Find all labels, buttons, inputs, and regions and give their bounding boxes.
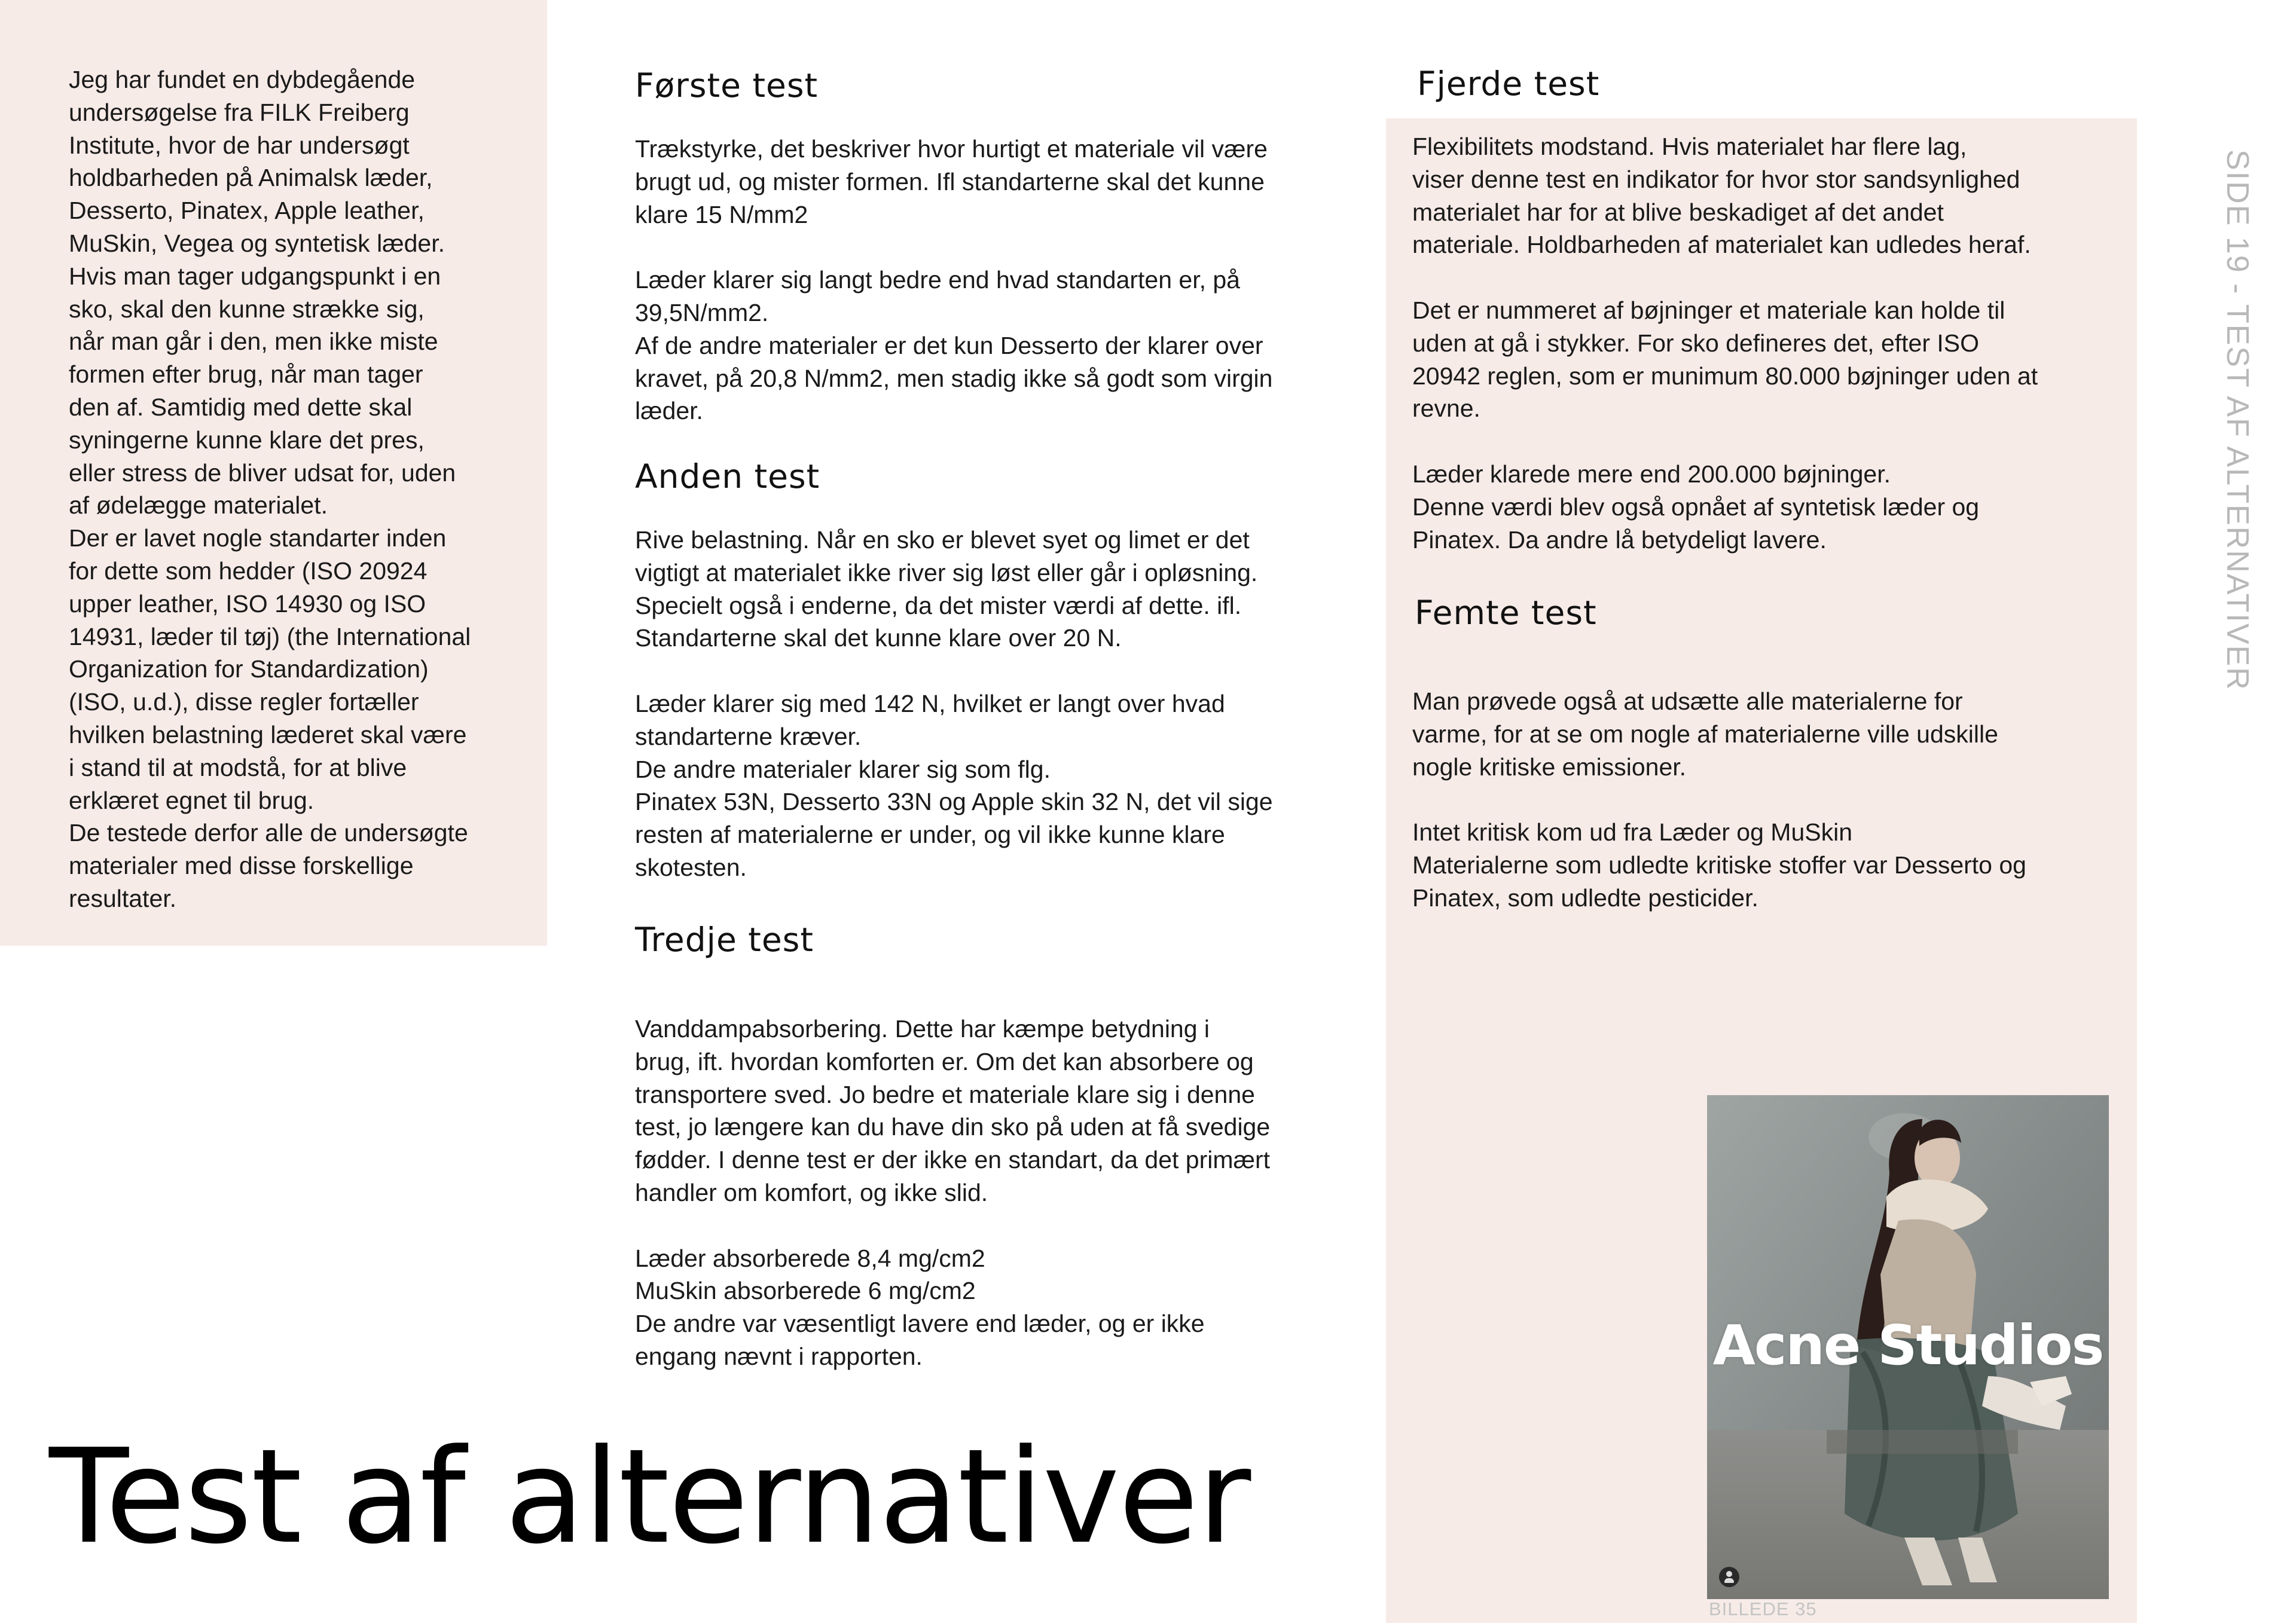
fifth-test-heading: Femte test [1415,594,1597,632]
side-page-label: SIDE 19 - TEST AF ALTERNATIVER [2220,149,2255,691]
second-test-heading: Anden test [635,457,820,496]
image-caption: BILLEDE 35 [1709,1598,1817,1619]
fourth-test-heading: Fjerde test [1417,65,1600,103]
brand-logo-text: Acne Studios [1712,1313,2103,1377]
page-title: Test af alternativer [49,1422,1250,1573]
fifth-test-text: Man prøvede også at udsætte alle materialerne for varme, for at se om nogle af materialerne ville udskille nogle kritiske emissioner. Intet kritisk kom ud fra Læder og MuSkin Materialerne som udledte kritiske stoffer var Desserto og Pinatex, som udledte pesticider. [1412,687,2026,912]
third-test-text: Vanddampabsorbering. Dette har kæmpe betydning i brug, ift. hvordan komforten er. Om det kan absorbere og transportere sved. Jo bedre et materiale klare sig i denne test, jo længere kan du have din sko på uden at få svedige fødder. I denne test er der ikke en standart, da det primært handler om komfort, og ikke slid. Læder absorberede 8,4 mg/cm2 MuSkin absorberede 6 mg/cm2 De andre var væsentligt lavere end læder, og er ikke engang nævnt i rapporten. [635,1015,1271,1370]
acne-studios-ad-image [1707,1095,2109,1599]
first-test-text: Trækstyrke, det beskriver hvor hurtigt et materiale vil være brugt ud, og mister formen. Ifl standarterne skal det kunne klare 15 N/mm2 Læder klarer sig langt bedre end hvad standarten er, på 39,5N/mm2. Af de andre materialer er det kun Desserto der klarer over kravet, på 20,8 N/mm2, men stadig ikke så godt som virgin læder. [635,135,1273,425]
third-test-heading: Tredje test [635,921,814,959]
second-test-text: Rive belastning. Når en sko er blevet syet og limet er det vigtigt at materialet ikke river sig løst eller går i opløsning. Specielt også i enderne, da det mister værdi af dette. ifl. Standarterne skal det kunne klare over 20 N. Læder klarer sig med 142 N, hvilket er langt over hvad standarterne kræver. De andre materialer klarer sig som flg. Pinatex 53N, Desserto 33N og Apple skin 32 N, det vil sige resten af materialerne er under, og vil ikke kunne klare skotesten. [635,526,1273,881]
intro-text: Jeg har fundet en dybdegående undersøgelse fra FILK Freiberg Institute, hvor de har undersøgt holdbarheden på Animalsk læder, Desserto, Pinatex, Apple leather, MuSkin, Vegea og syntetisk læder. Hvis man tager udgangspunkt i en sko, skal den kunne strække sig, når man går i den, men ikke miste formen efter brug, når man tager den af. Samtidig med dette skal syningerne kunne klare det pres, eller stress de bliver udsat for, uden af ødelægge materialet. Der er lavet nogle standarter inden for dette som hedder (ISO 20924 upper leather, ISO 14930 og ISO 14931, læder til tøj) (the International Organization for Standardization) (ISO, u.d.), disse regler fortæller hvilken belastning læderet skal være i stand til at modstå, for at blive erklæret egnet til brug. De testede derfor alle de undersøgte materialer med disse forskellige resultater. [69,66,471,912]
first-test-heading: Første test [635,66,819,105]
fourth-test-text: Flexibilitets modstand. Hvis materialet har flere lag, viser denne test en indikator for hvor stor sandsynlighed materialet har for at blive beskadiget af det andet materiale. Holdbarheden af materialet kan udledes heraf. Det er nummeret af bøjninger et materiale kan holde til uden at gå i stykker. For sko defineres det, efter ISO 20942 reglen, som er munimum 80.000 bøjninger uden at revne. Læder klarede mere end 200.000 bøjninger. Denne værdi blev også opnået af syntetisk læder og Pinatex. Da andre lå betydeligt lavere. [1412,133,2038,554]
person-icon [1719,1567,1739,1587]
